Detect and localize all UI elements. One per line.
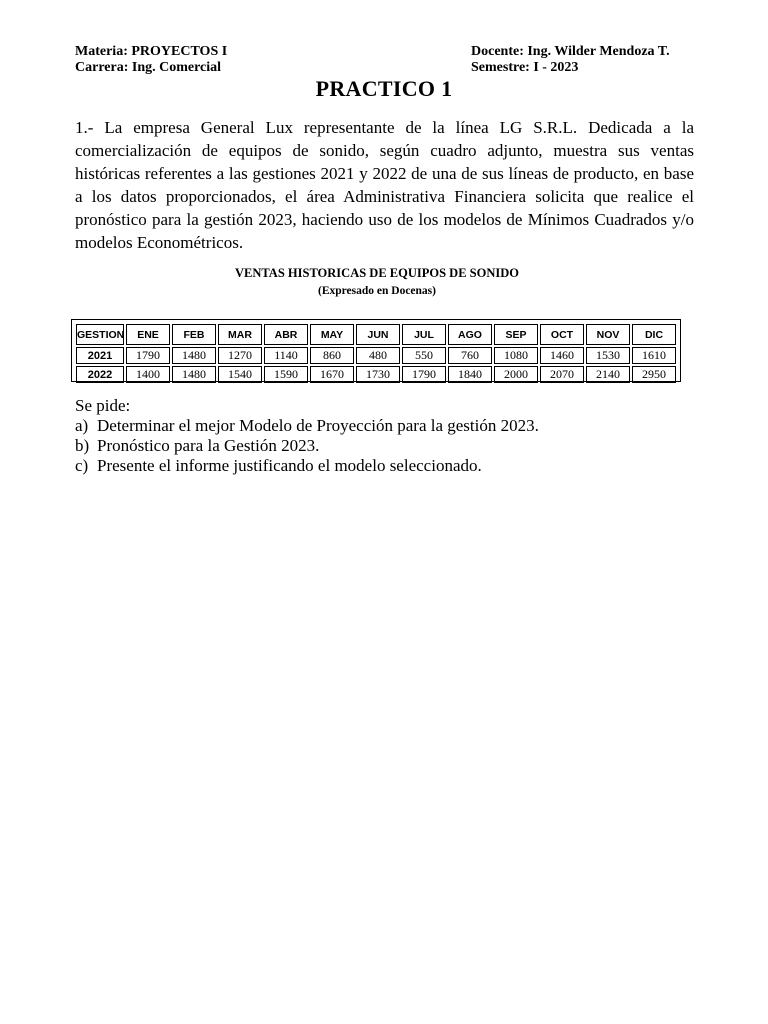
requirements-list <box>75 416 695 476</box>
list-item-text: Determinar el mejor Modelo de Proyección para la gestión 2023. <box>97 416 539 435</box>
table-cell: 1670 <box>310 366 354 383</box>
table-cell: 1730 <box>356 366 400 383</box>
teacher-label: Docente: Ing. Wilder Mendoza T. <box>471 44 670 59</box>
table-cell: 2070 <box>540 366 584 383</box>
list-marker: a) <box>75 416 89 435</box>
sales-table <box>74 322 678 385</box>
career-label: Carrera: Ing. Comercial <box>75 60 222 75</box>
column-header: MAY <box>310 324 354 345</box>
table-cell: 1790 <box>402 366 446 383</box>
table-cell: 1460 <box>540 347 584 364</box>
year-cell: 2021 <box>76 347 124 364</box>
list-item-text: Presente el informe justificando el modelo seleccionado. <box>97 456 482 475</box>
column-header: SEP <box>494 324 538 345</box>
sales-table-frame <box>71 319 681 382</box>
table-cell: 1610 <box>632 347 676 364</box>
column-header: NOV <box>586 324 630 345</box>
requirements-intro: Se pide: <box>75 396 131 415</box>
table-cell: 480 <box>356 347 400 364</box>
table-subtitle: (Expresado en Docenas) <box>318 285 436 297</box>
table-cell: 1590 <box>264 366 308 383</box>
column-header: AGO <box>448 324 492 345</box>
table-cell: 1480 <box>172 347 216 364</box>
table-cell: 1140 <box>264 347 308 364</box>
column-header: DIC <box>632 324 676 345</box>
list-item <box>75 456 695 476</box>
table-cell: 1270 <box>218 347 262 364</box>
table-row <box>76 366 676 383</box>
table-cell: 2140 <box>586 366 630 383</box>
column-header: ENE <box>126 324 170 345</box>
column-header: OCT <box>540 324 584 345</box>
table-cell: 1080 <box>494 347 538 364</box>
column-header: FEB <box>172 324 216 345</box>
column-header: MAR <box>218 324 262 345</box>
table-cell: 1530 <box>586 347 630 364</box>
table-cell: 760 <box>448 347 492 364</box>
table-cell: 2950 <box>632 366 676 383</box>
subject-label: Materia: PROYECTOS I <box>75 44 228 59</box>
table-header-row <box>76 324 676 345</box>
year-cell: 2022 <box>76 366 124 383</box>
list-item <box>75 436 695 456</box>
table-title: VENTAS HISTORICAS DE EQUIPOS DE SONIDO <box>235 266 519 280</box>
table-cell: 2000 <box>494 366 538 383</box>
column-header: ABR <box>264 324 308 345</box>
table-cell: 1400 <box>126 366 170 383</box>
column-header: JUL <box>402 324 446 345</box>
table-cell: 1840 <box>448 366 492 383</box>
list-item-text: Pronóstico para la Gestión 2023. <box>97 436 320 455</box>
list-marker: c) <box>75 456 89 475</box>
header-right <box>471 44 670 76</box>
semester-label: Semestre: I - 2023 <box>471 60 579 75</box>
column-header: GESTION <box>76 324 124 345</box>
table-cell: 1480 <box>172 366 216 383</box>
table-cell: 550 <box>402 347 446 364</box>
problem-statement: 1.- La empresa General Lux representante de la línea LG S.R.L. Dedicada a la comercialización de equipos de sonido, según cuadro adjunto, muestra sus ventas históricas referentes a las gestiones 2021 y 2022 de una de sus líneas de producto, en base a los datos proporcionados, el área Administrativa Financiera solicita que realice el pronóstico para la gestión 2023, haciendo uso de los modelos de Mínimos Cuadrados y/o modelos Econométricos. <box>75 118 694 252</box>
column-header: JUN <box>356 324 400 345</box>
table-row <box>76 347 676 364</box>
requirements-section <box>75 396 695 476</box>
table-cell: 860 <box>310 347 354 364</box>
table-cell: 1540 <box>218 366 262 383</box>
list-item <box>75 416 695 436</box>
document-title: PRACTICO 1 <box>315 76 453 101</box>
list-marker: b) <box>75 436 90 455</box>
header-left <box>75 44 227 76</box>
table-cell: 1790 <box>126 347 170 364</box>
